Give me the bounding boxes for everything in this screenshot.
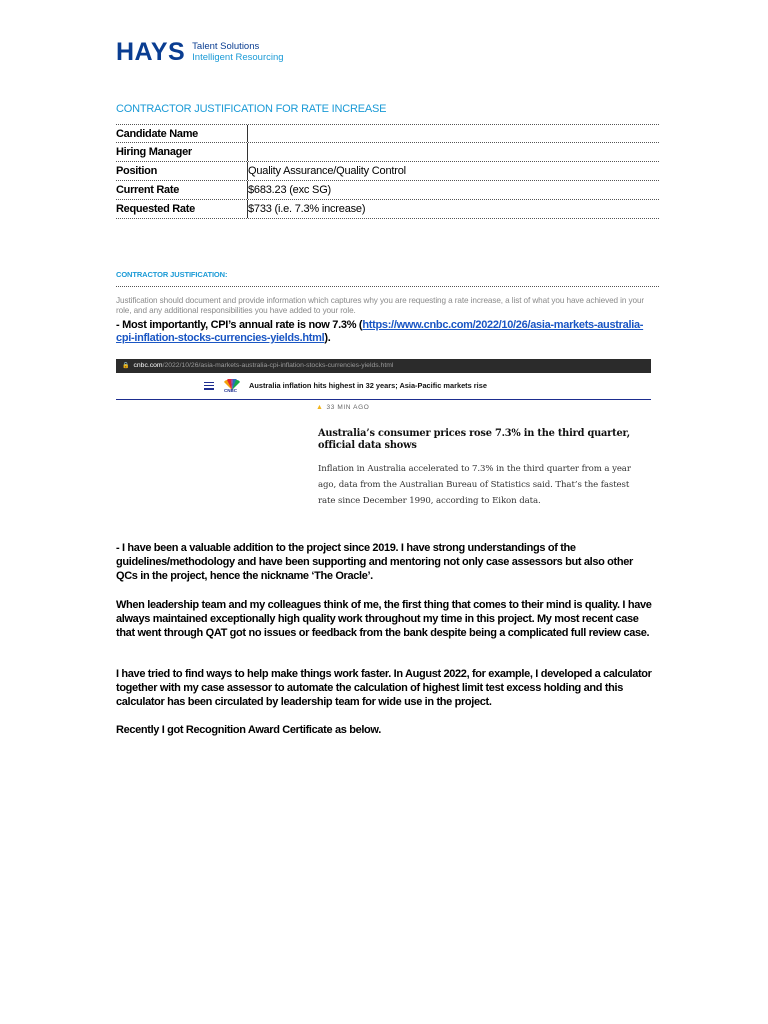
paragraph-calculator: I have tried to find ways to help make things work faster. In August 2022, for example, I developed a calculator together with my case assessor to automate the calculation of highest limit test excess holding and this calculator has been circulated by leadership team for wide use in the project. bbox=[116, 668, 652, 708]
row-label: Candidate Name bbox=[116, 125, 248, 142]
row-value: $683.23 (exc SG) bbox=[248, 184, 332, 196]
browser-url-bar bbox=[116, 359, 651, 373]
row-value: $733 (i.e. 7.3% increase) bbox=[248, 203, 366, 215]
section-divider bbox=[116, 286, 659, 287]
document-title: CONTRACTOR JUSTIFICATION FOR RATE INCREASE bbox=[116, 103, 387, 115]
row-label: Requested Rate bbox=[116, 200, 248, 218]
lock-icon: 🔒 bbox=[122, 363, 130, 369]
paragraph-contribution: - I have been a valuable addition to the project since 2019. I have strong understandings of the guidelines/methodology and have been supporting and mentoring not only case assessors but also other QCs in the project, hence the nickname ‘The Oracle’. bbox=[116, 542, 633, 582]
logo-tagline bbox=[192, 42, 283, 63]
article-body: Inflation in Australia accelerated to 7.3% in the third quarter from a year ago, data from the Australian Bureau of Statistics said. That’s the fastest rate since December 1990, according to Eikon data. bbox=[318, 464, 631, 506]
table-row bbox=[116, 162, 659, 181]
logo-wordmark: HAYS bbox=[116, 38, 186, 66]
table-row bbox=[116, 181, 659, 200]
candidate-info-table bbox=[116, 124, 659, 219]
paragraph-quality: When leadership team and my colleagues think of me, the first thing that comes to their mind is quality. I have always maintained exceptionally high quality work throughout my time in this project. My most recent case that went through QAT got no issues or feedback from the bank despite being a complicated full review case. bbox=[116, 599, 652, 639]
time-ago-text: 33 MIN AGO bbox=[326, 404, 370, 411]
cnbc-peacock-logo-icon bbox=[222, 377, 242, 393]
logo-tagline-1: Talent Solutions bbox=[192, 41, 260, 52]
row-value: Quality Assurance/Quality Control bbox=[248, 165, 406, 177]
cpi-statement bbox=[116, 319, 656, 345]
url-host: cnbc.com bbox=[133, 362, 163, 369]
logo-tagline-2: Intelligent Resourcing bbox=[192, 51, 284, 63]
article-headline: Australia’s consumer prices rose 7.3% in the third quarter, official data shows bbox=[318, 428, 630, 451]
row-label: Current Rate bbox=[116, 181, 248, 199]
justification-heading: CONTRACTOR JUSTIFICATION: bbox=[116, 270, 228, 279]
table-row bbox=[116, 143, 659, 162]
cpi-prefix: - Most importantly, CPI’s annual rate is now 7.3% ( bbox=[116, 319, 363, 331]
cpi-suffix: ). bbox=[324, 332, 331, 344]
triangle-icon: ▲ bbox=[316, 404, 324, 411]
hamburger-menu-icon bbox=[204, 382, 214, 392]
cnbc-screenshot bbox=[116, 359, 651, 519]
hays-logo bbox=[116, 40, 284, 65]
row-label: Position bbox=[116, 162, 248, 180]
cnbc-article-link[interactable]: https://www.cnbc.com/2022/10/26/asia-markets-australia-cpi-inflation-stocks-currencies-yields.html bbox=[116, 319, 644, 344]
row-label: Hiring Manager bbox=[116, 143, 248, 161]
table-row bbox=[116, 124, 659, 143]
time-ago bbox=[316, 404, 369, 411]
url-path: /2022/10/26/asia-markets-australia-cpi-inflation-stocks-currencies-yields.html bbox=[162, 362, 394, 369]
guidance-text: Justification should document and provide information which captures why you are requesting a rate increase, a list of what you have achieved in your role, and any additional responsibilities you have added to your role. bbox=[116, 296, 645, 315]
cnbc-logo-label: CNBC bbox=[224, 388, 237, 393]
nav-headline: Australia inflation hits highest in 32 years; Asia-Pacific markets rise bbox=[249, 381, 487, 390]
table-row bbox=[116, 200, 659, 219]
cnbc-nav-bar bbox=[116, 373, 651, 400]
paragraph-award: Recently I got Recognition Award Certificate as below. bbox=[116, 724, 381, 736]
